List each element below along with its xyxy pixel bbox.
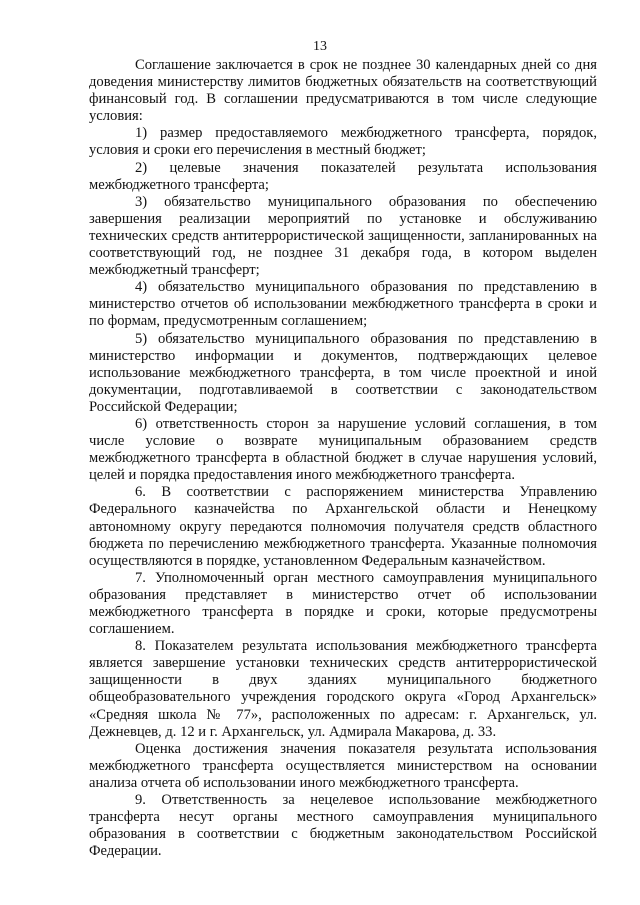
paragraph-section-9: 9. Ответственность за нецелевое использование межбюджетного трансферта несут органы местного самоуправления муниципального образования в соответствии с бюджетным законодательством Российской Федерации. [89,792,597,860]
paragraph-condition-5: 5) обязательство муниципального образования по представлению в министерство информации и документов, подтверждающих целевое использование межбюджетного трансферта, в том числе проектной и иной документации, подготавливаемой в соответствии с законодательством Российской Федерации; [89,330,597,415]
paragraph-condition-1: 1) размер предоставляемого межбюджетного трансферта, порядок, условия и сроки его перечисления в местный бюджет; [89,125,597,159]
paragraph-section-7: 7. Уполномоченный орган местного самоуправления муниципального образования представляет в министерство отчет об использовании межбюджетного трансферта в порядке и сроки, которые предусмотрены соглашением. [89,569,597,638]
paragraph-condition-3: 3) обязательство муниципального образования по обеспечению завершения реализации мероприятий по установке и обслуживанию технических средств антитеррористической защищенности, запланированных на соответствующий год, не позднее 31 декабря года, в котором выделен межбюджетный трансферт; [89,193,597,279]
page-number: 13 [313,39,327,54]
paragraph-assessment: Оценка достижения значения показателя результата использования межбюджетного трансферта осуществляется министерством на основании анализа отчета об использовании иного межбюджетного трансферта. [89,740,597,791]
paragraph-section-6: 6. В соответствии с распоряжением министерства Управлению Федерального казначейства по Архангельской области и Ненецкому автономному округу передаются полномочия получателя средств областного бюджета по перечислению межбюджетного трансферта. Указанные полномочия осуществляются в порядке, установленном Федеральным казначейством. [89,484,597,569]
paragraph-agreement-terms: Соглашение заключается в срок не позднее 30 календарных дней со дня доведения министерству лимитов бюджетных обязательств на соответствующий финансовый год. В соглашении предусматриваются в том числе следующие условия: [89,57,597,125]
document-body [89,57,597,860]
paragraph-condition-6: 6) ответственность сторон за нарушение условий соглашения, в том числе условие о возврате муниципальным образованием средств межбюджетного трансферта в областной бюджет в случае нарушения условий, целей и порядка предоставления иного межбюджетного трансферта. [89,415,597,484]
paragraph-section-8: 8. Показателем результата использования межбюджетного трансферта является завершение установки технических средств антитеррористической защищенности в двух зданиях муниципального бюджетного общеобразовательного учреждения городского округа «Город Архангельск» «Средняя школа № 77», расположенных по адресам: г. Архангельск, ул. Дежневцев, д. 12 и г. Архангельск, ул. Адмирала Макарова, д. 33. [89,638,597,740]
paragraph-condition-4: 4) обязательство муниципального образования по представлению в министерство отчетов об использовании межбюджетного трансферта в сроки и по формам, предусмотренным соглашением; [89,279,597,330]
paragraph-condition-2: 2) целевые значения показателей результата использования межбюджетного трансферта; [89,159,597,193]
